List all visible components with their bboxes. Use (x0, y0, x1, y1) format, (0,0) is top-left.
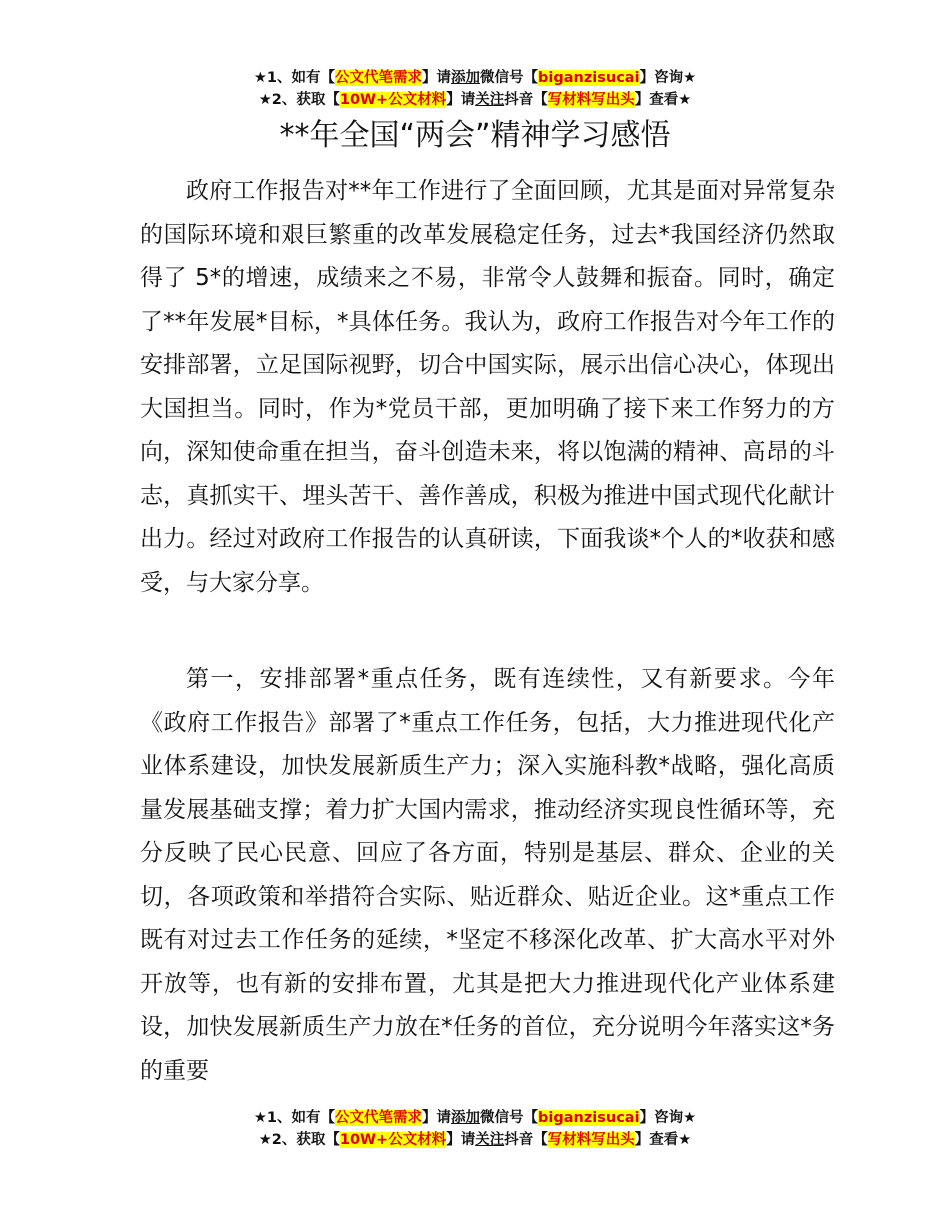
document-title: **年全国“两会”精神学习感悟 (279, 118, 671, 153)
bottom-promo-banner (0, 1107, 950, 1151)
promo-line-1: ★1、如有【公文代笔需求】请添加微信号【biganzisucai】咨询★ (253, 70, 697, 86)
promo-line-1: ★1、如有【公文代笔需求】请添加微信号【biganzisucai】咨询★ (253, 1110, 697, 1126)
highlight-douyin-account: 写材料写出头 (547, 92, 635, 108)
highlight-ghostwriting: 公文代笔需求 (335, 70, 423, 86)
highlight-materials: 10W+公文材料 (339, 1132, 447, 1148)
highlight-materials: 10W+公文材料 (339, 92, 447, 108)
promo-line-2: ★2、获取【10W+公文材料】请关注抖音【写材料写出头】查看★ (258, 92, 692, 108)
paragraph-2: 第一，安排部署*重点任务，既有连续性，又有新要求。今年《政府工作报告》部署了*重点工作任务，包括，大力推进现代化产业体系建设，加快发展新质生产力；深入实施科教*战略，强化高质量发展基础支撑；着力扩大国内需求，推动经济实现良性循环等，充分反映了民心民意、回应了各方面，特别是基层、群众、企业的关切，各项政策和举措符合实际、贴近群众、贴近企业。这*重点工作既有对过去工作任务的延续，*坚定不移深化改革、扩大高水平对外开放等，也有新的安排布置，尤其是把大力推进现代化产业体系建设，加快发展新质生产力放在*任务的首位，充分说明今年落实这*务的重要 (140, 666, 835, 1084)
paragraph-1: 政府工作报告对**年工作进行了全面回顾，尤其是面对异常复杂的国际环境和艰巨繁重的改革发展稳定任务，过去*我国经济仍然取得了 5*的增速，成绩来之不易，非常令人鼓舞和振奋。同时，确定了**年发展*目标，*具体任务。我认为，政府工作报告对今年工作的安排部署，立足国际视野，切合中国实际，展示出信心决心，体现出大国担当。同时，作为*党员干部，更加明确了接下来工作努力的方向，深知使命重在担当，奋斗创造未来，将以饱满的精神、高昂的斗志，真抓实干、埋头苦干、善作善成，积极为推进中国式现代化献计出力。经过对政府工作报告的认真研读，下面我谈*个人的*收获和感受，与大家分享。 (140, 178, 835, 596)
promo-line-2: ★2、获取【10W+公文材料】请关注抖音【写材料写出头】查看★ (258, 1132, 692, 1148)
highlight-wechat-id: biganzisucai (538, 70, 640, 86)
top-promo-banner (0, 67, 950, 111)
highlight-wechat-id: biganzisucai (538, 1110, 640, 1126)
highlight-douyin-account: 写材料写出头 (547, 1132, 635, 1148)
highlight-ghostwriting: 公文代笔需求 (335, 1110, 423, 1126)
